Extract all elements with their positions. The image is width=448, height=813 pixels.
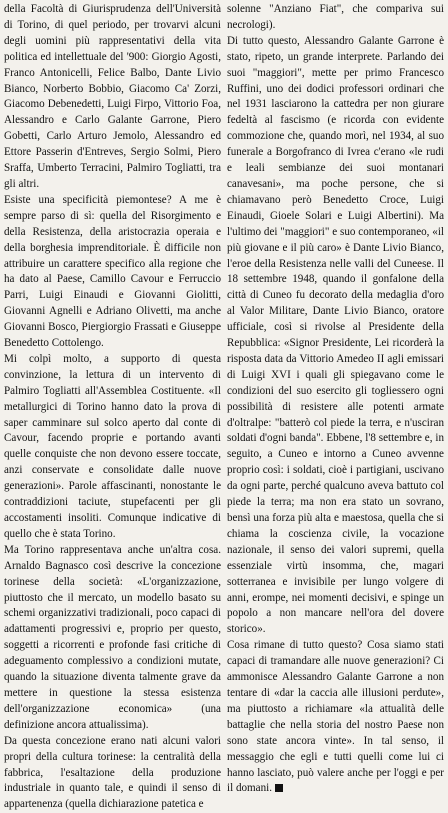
left-column xyxy=(4,2,221,813)
paragraph-text: Cosa rimane di tutto questo? Cosa siamo stati capaci di tramandare alle nuove generazioni? Ci ammonisce Alessandro Galante Garrone a non tentare di «dar la caccia alle illusioni perdute», ma piuttosto a richiamare «la attualità delle battaglie che nella storia del nostro Paese non sono state ancora vinte». In tal senso, il messaggio che egli e tutti quelli come lui ci hanno lasciato, può valere anche per l'oggi e per il domani. xyxy=(227,639,444,795)
end-of-article-mark xyxy=(275,784,283,792)
right-column xyxy=(227,2,444,813)
paragraph: Di tutto questo, Alessandro Galante Garrone è stato, ripeto, un grande interprete. Parlando dei suoi "maggiori", mette per primo Francesco Ruffini, uno dei dodici professori ordinari che nel 1931 lasciarono la cattedra per non giurare fedeltà al fascismo (e ricorda con evidente commozione che, quando morì, nel 1934, al suo funerale a Borgofranco di Ivrea c'erano «le rudi e leali sembianze dei suoi montanari canavesani», ma poche persone, che si chiamavano però Benedetto Croce, Luigi Einaudi, Gioele Solari e Luigi Albertini). Ma l'ultimo dei "maggiori" e suo contemporaneo, «il più giovane e il più caro» è Dante Livio Bianco, l'eroe della Resistenza nelle valli del Cuneese. Il 18 settembre 1948, quando il gonfalone della città di Cuneo fu decorato della medaglia d'oro al Valor Militare, Dante Livio Bianco, oratore ufficiale, così si rivolse al Presidente della Repubblica: «Signor Presidente, Lei ricorderà la risposta data da Vittorio Amedeo II agli emissari di Luigi XVI i quali gli spiegavano come le condizioni del suo esercito gli togliessero ogni possibilità di resistere alle potenti armate d'oltralpe: "batterò col piede la terra, e n'usciran soldati d'ogni banda". Ebbene, l'8 settembre e, in seguito, a Cuneo e intorno a Cuneo avvenne proprio così: i soldati, cioè i partigiani, uscivano da ogni parte, perché qualcuno aveva battuto col piede la terra; ma non era stato un sovrano, bensì una forza più alta e maestosa, quella che si chiama la coscienza civile, la vocazione nazionale, il senso dei valori supremi, quella essenziale virtù insomma, che, magari sotterranea e invisibile per lungo volgere di anni, erompe, nei momenti decisivi, e spinge un popolo a non mancare nell'ora del dovere storico». xyxy=(227,34,444,636)
paragraph-final xyxy=(227,638,444,797)
two-column-text xyxy=(4,2,444,813)
paragraph: Esiste una specificità piemontese? A me è sempre parso di sì: quella del Risorgimento e della Resistenza, della aristocrazia operaia e della borghesia imprenditoriale. È difficile non attribuire un carattere specifico alla regione che ha dato al Paese, Camillo Cavour e Ferruccio Parri, Luigi Einaudi e Giovanni Giolitti, Giovanni Agnelli e Adriano Olivetti, ma anche Giovanni Bosco, Piergiorgio Frassati e Giuseppe Benedetto Cottolengo. xyxy=(4,193,221,350)
paragraph: Ma Torino rappresentava anche un'altra cosa. Arnaldo Bagnasco così descrive la concezione torinese della società: «L'organizzazione, piuttosto che il mercato, un modello basato su schemi organizzativi tradizionali, poco capaci di adattamenti progressivi e, proprio per questo, soggetti a ricorrenti e profonde fasi critiche di adeguamento complessivo a condizioni mutate, quando la situazione diventa talmente grave da mettere in questione la stessa esistenza dell'organizzazione economica» (una definizione ancora attualissima). xyxy=(4,543,221,731)
paragraph: della Facoltà di Giurisprudenza dell'Università di Torino, di quel periodo, per trovarvi alcuni degli uomini più rappresentativi della vita politica ed intellettuale del '900: Giorgio Agosti, Franco Antonicelli, Felice Balbo, Dante Livio Bianco, Norberto Bobbio, Giacomo Ca' Zorzi, Giacomo Debenedetti, Luigi Firpo, Vittorio Foa, Alessandro e Carlo Galante Garrone, Piero Gobetti, Carlo Arturo Jemolo, Alessandro ed Ettore Passerin d'Entreves, Sergio Solmi, Piero Sraffa, Umberto Terracini, Palmiro Togliatti, tra gli altri. xyxy=(4,3,221,190)
paragraph: Mi colpì molto, a supporto di questa convinzione, la lettura di un intervento di Palmiro Togliatti all'Assemblea Costituente. «Il metallurgici di Torino hanno dato la prova di saper camminare sul solco aperto dal conte di Cavour, facendo proprie e portando avanti quelle conquiste che non devono essere toccate, anzi conservate e consolidate dalle nuove generazioni». Parole affascinanti, nonostante le contraddizioni taciute, stupefacenti per gli accostamenti insoliti. Comunque indicative di quello che è stata Torino. xyxy=(4,352,221,540)
paragraph: Da questa concezione erano nati alcuni valori propri della cultura torinese: la centralità della fabbrica, l'esaltazione della produzione industriale in quanto tale, e quindi il senso di appartenenza (quella dichiarazione patetica e xyxy=(4,734,221,811)
paragraph: solenne "Anziano Fiat", che compariva sui necrologi). xyxy=(227,3,444,31)
